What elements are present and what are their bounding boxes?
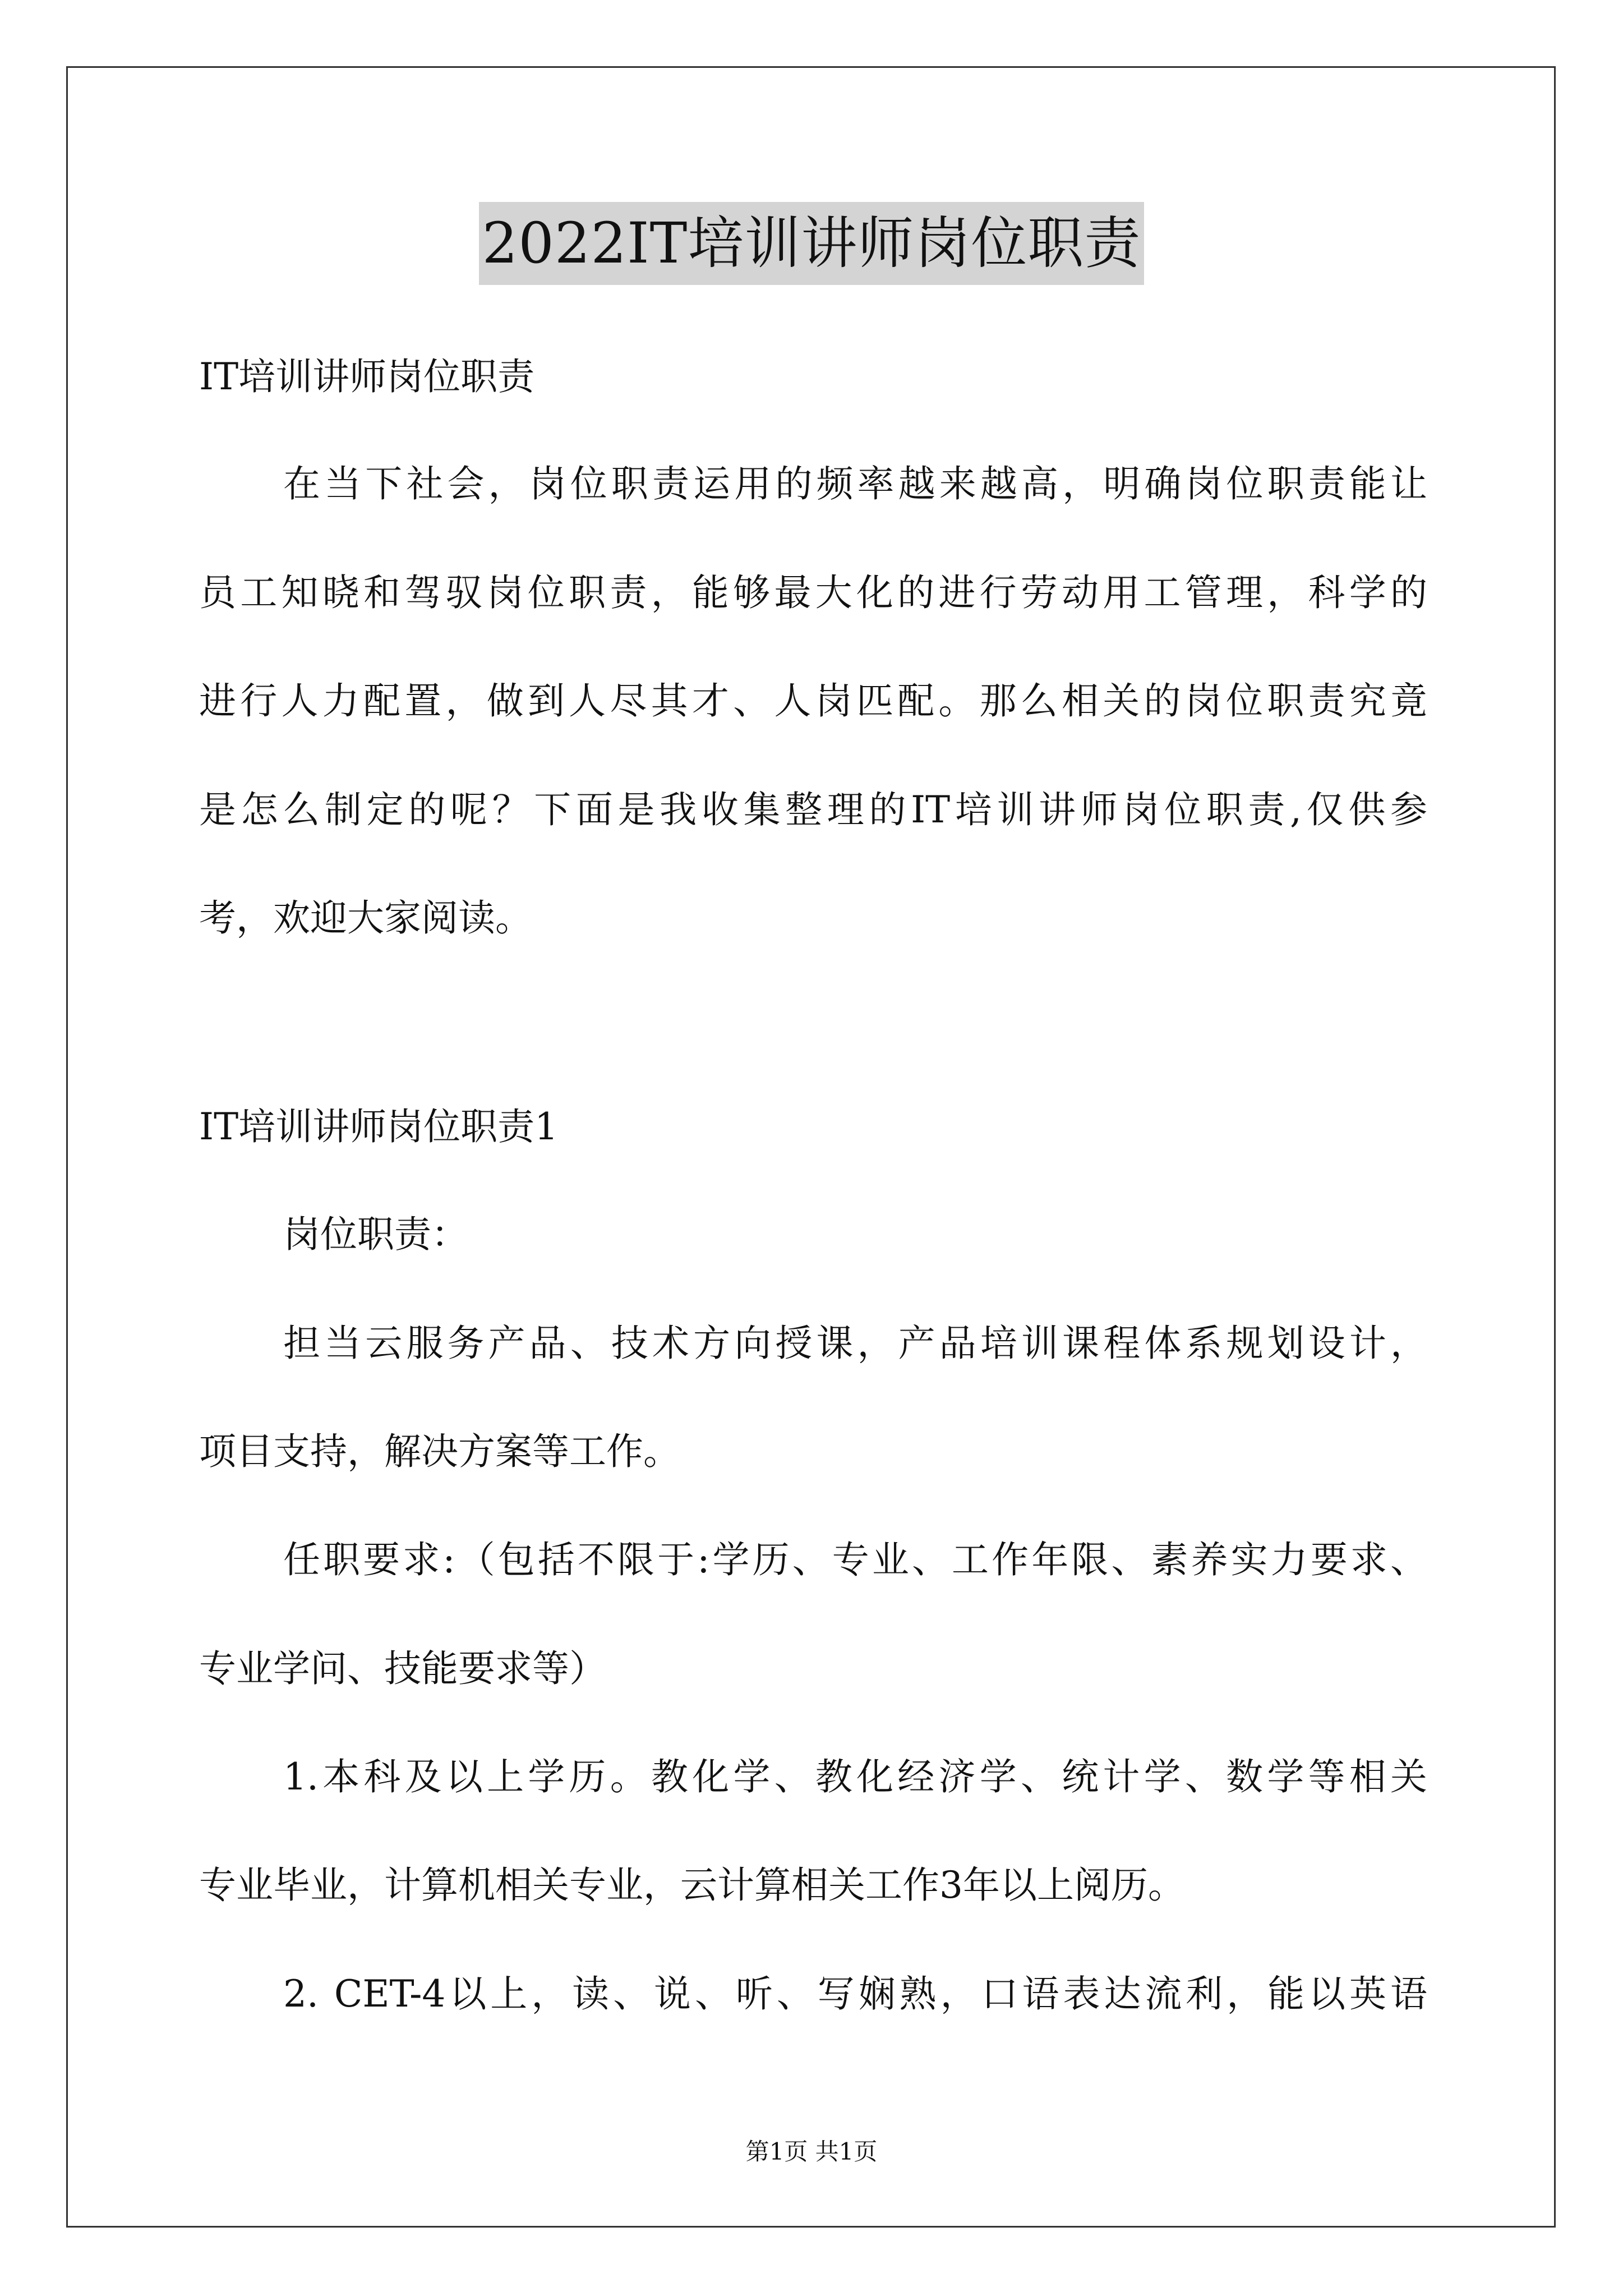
item-2-line-1: 2. CET-4以上，读、说、听、写娴熟，口语表达流利，能以英语 — [283, 1972, 1427, 2016]
duties-label: 岗位职责： — [283, 1213, 468, 1256]
duties-line-2: 项目支持，解决方案等工作。 — [199, 1430, 680, 1473]
item-1-line-2: 专业毕业，计算机相关专业，云计算相关工作3年以上阅历。 — [199, 1864, 1185, 1907]
item-1-line-1: 1.本科及以上学历。教化学、教化经济学、统计学、数学等相关 — [283, 1755, 1427, 1798]
requirements-line-2: 专业学问、技能要求等） — [199, 1647, 606, 1690]
intro-line-3: 进行人力配置，做到人尽其才、人岗匹配。那么相关的岗位职责究竟 — [199, 679, 1427, 723]
intro-line-1: 在当下社会，岗位职责运用的频率越来越高，明确岗位职责能让 — [283, 462, 1427, 505]
intro-line-5: 考，欢迎大家阅读。 — [199, 896, 532, 940]
subtitle: IT培训讲师岗位职责 — [199, 355, 535, 398]
document-title — [0, 202, 1623, 285]
page-footer: 第1页 共1页 — [745, 2138, 878, 2165]
intro-line-2: 员工知晓和驾驭岗位职责，能够最大化的进行劳动用工管理，科学的 — [199, 571, 1427, 614]
section-heading: IT培训讲师岗位职责1 — [199, 1105, 559, 1148]
duties-line-1: 担当云服务产品、技术方向授课，产品培训课程体系规划设计， — [283, 1322, 1427, 1365]
title-text: 2022IT培训讲师岗位职责 — [479, 202, 1145, 285]
intro-line-4: 是怎么制定的呢？下面是我收集整理的IT培训讲师岗位职责,仅供参 — [199, 788, 1427, 831]
requirements-line-1: 任职要求:（包括不限于:学历、专业、工作年限、素养实力要求、 — [283, 1538, 1427, 1581]
